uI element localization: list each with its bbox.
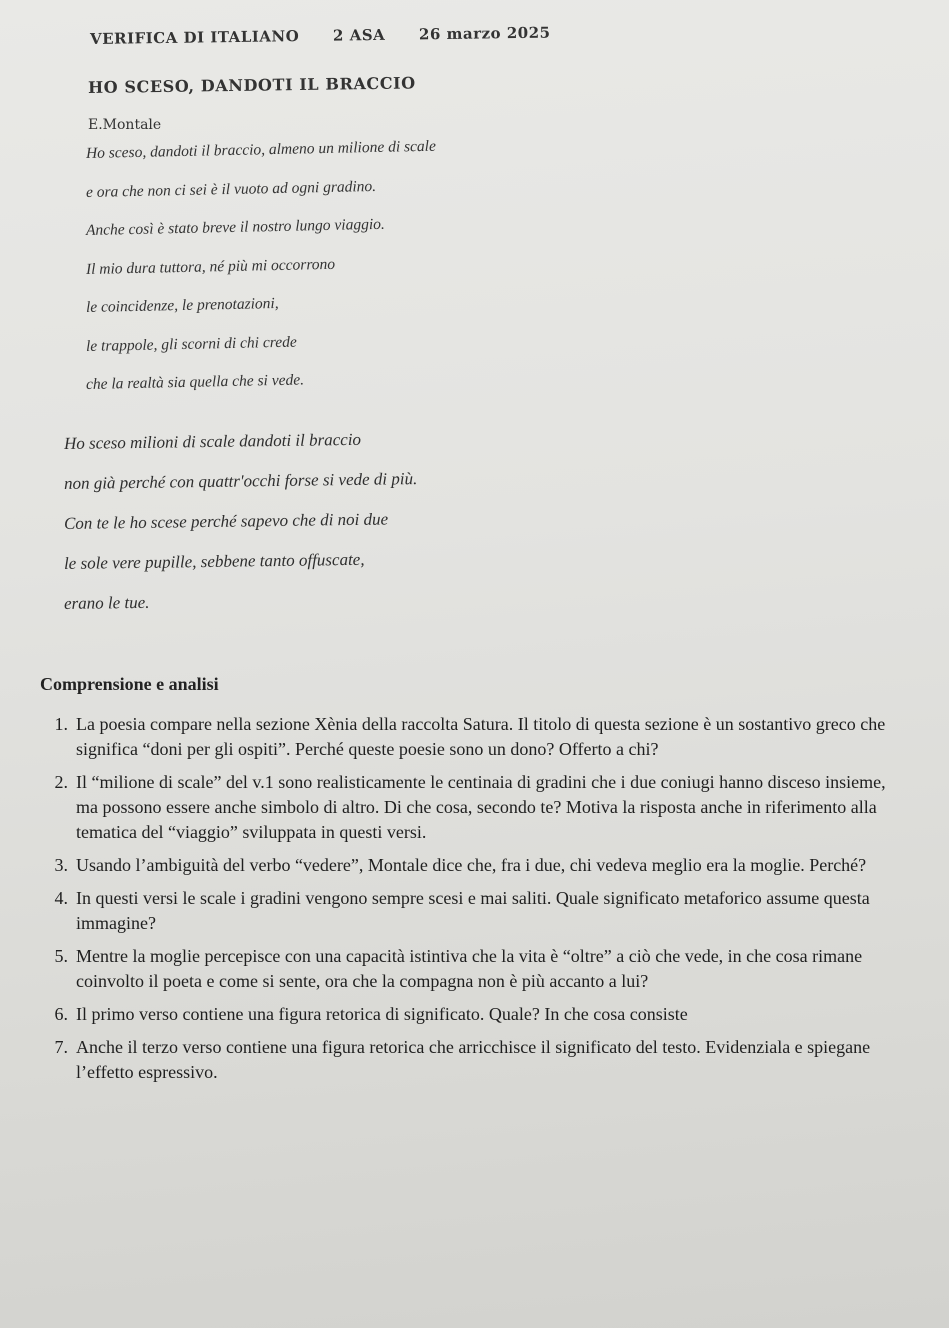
question-text: Mentre la moglie percepisce con una capacità istintiva che la vita è “oltre” a ciò che vede, in che cosa rimane coinvolto il poeta e come si sente, ora che la compagna non è più accanto a lui? (76, 946, 863, 991)
poem-line: erano le tue. (63, 592, 150, 613)
question-item (30, 944, 910, 994)
poem-author: E.Montale (88, 117, 162, 133)
poem-line: le trappole, gli scorni di chi crede (85, 333, 297, 355)
question-text: Il “milione di scale” del v.1 sono realisticamente le centinaia di gradini che i due coniugi hanno disceso insieme, ma possono essere anche simbolo di altro. Di che cosa, secondo te? Motiva la risposta anche in riferimento alla tematica del “viaggio” sviluppata in questi versi. (76, 772, 886, 842)
date-label: 26 marzo 2025 (418, 23, 551, 44)
question-item (30, 886, 910, 936)
question-item (30, 1002, 910, 1027)
poem-line: non già perché con quattr'occhi forse si vede di più. (63, 469, 418, 493)
poem-line: Con te le ho scese perché sapevo che di noi due (63, 509, 389, 533)
poem-line: le coincidenze, le prenotazioni, (85, 294, 279, 316)
poem-line: che la realtà sia quella che si vede. (85, 371, 305, 393)
poem-line: e ora che non ci sei è il vuoto ad ogni gradino. (85, 177, 377, 201)
question-number: 5. (54, 946, 68, 966)
class-label: 2 ASA (332, 25, 386, 45)
poem-line: le sole vere pupille, sebbene tanto offuscate, (63, 549, 365, 573)
question-text: Usando l’ambiguità del verbo “vedere”, Montale dice che, fra i due, chi vedeva meglio era la moglie. Perché? (76, 855, 867, 875)
test-header (90, 23, 579, 48)
poem-stanza-1 (86, 135, 646, 405)
question-number: 3. (54, 855, 68, 875)
poem-stanza-2 (64, 424, 624, 624)
question-text: Il primo verso contiene una figura retorica di significato. Quale? In che cosa consiste (76, 1004, 688, 1024)
question-text: In questi versi le scale i gradini vengono sempre scesi e mai saliti. Quale significato metaforico assume questa immagine? (76, 888, 870, 933)
question-item (30, 853, 910, 878)
section-title: Comprensione e analisi (40, 674, 219, 694)
poem-line: Ho sceso milioni di scale dandoti il braccio (63, 429, 362, 453)
question-number: 1. (54, 714, 68, 734)
question-number: 4. (54, 888, 68, 908)
question-item (30, 770, 910, 845)
question-number: 7. (54, 1037, 68, 1057)
question-item (30, 1035, 910, 1085)
question-text: La poesia compare nella sezione Xènia della raccolta Satura. Il titolo di questa sezione è un sostantivo greco che significa “doni per gli ospiti”. Perché queste poesie sono un dono? Offerto a chi? (76, 714, 886, 759)
poem-line: Ho sceso, dandoti il braccio, almeno un milione di scale (85, 137, 437, 162)
question-item (30, 712, 910, 762)
question-text: Anche il terzo verso contiene una figura retorica che arricchisce il significato del testo. Evidenziala e spiegane l’effetto espressivo. (76, 1037, 871, 1082)
poem-line: Il mio dura tuttora, né più mi occorrono (85, 255, 336, 278)
questions-list (30, 712, 910, 1093)
question-number: 6. (54, 1004, 68, 1024)
question-number: 2. (54, 772, 68, 792)
poem-title: HO SCESO, DANDOTI IL BRACCIO (87, 73, 416, 97)
subject-label: VERIFICA DI ITALIANO (89, 27, 300, 48)
poem-line: Anche così è stato breve il nostro lungo viaggio. (85, 215, 386, 239)
